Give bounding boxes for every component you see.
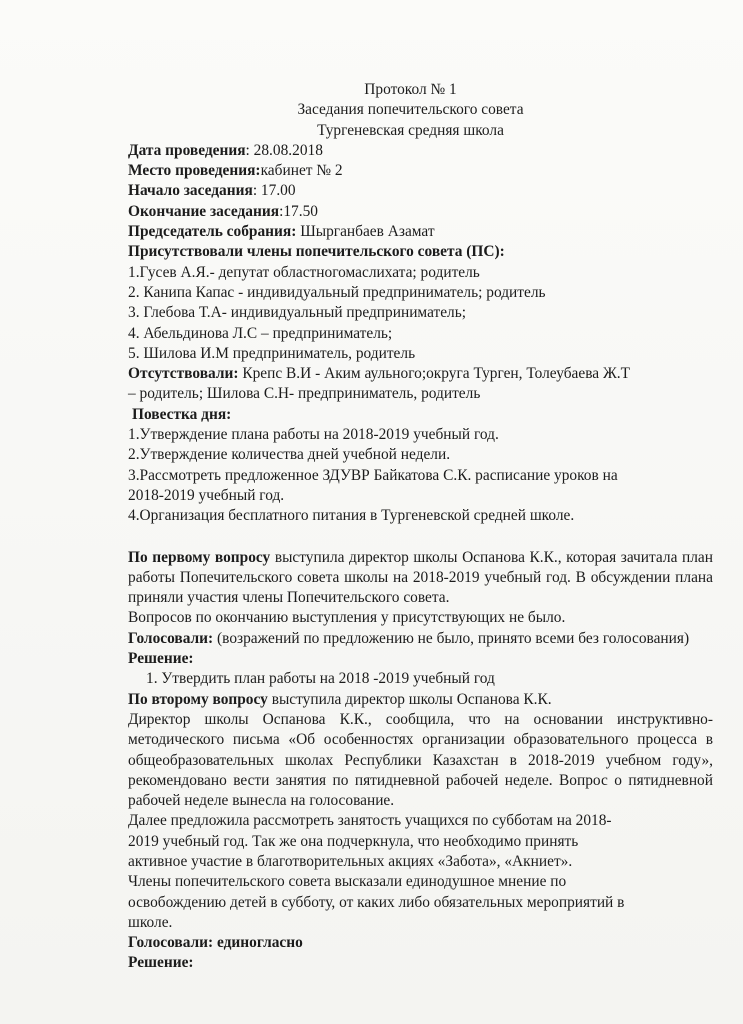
q2-paragraph-3-line: школе.	[128, 913, 173, 931]
q2-vote: Голосовали: единогласно	[128, 934, 303, 952]
absent-text: Крепс В.И - Аким аульного;округа Турген, Толеубаева Ж.Т	[238, 365, 630, 383]
place-value: кабинет № 2	[260, 162, 343, 180]
present-heading: Присутствовали члены попечительского совета (ПС):	[128, 243, 505, 261]
meeting-date	[128, 141, 713, 161]
date-label: Дата проведения	[128, 141, 246, 159]
agenda-item: 2.Утверждение количества дней учебной недели.	[128, 446, 451, 464]
q1-text: выступила директор школы Оспанова К.К., которая зачитала план работы Попечительского совета школы на 2018-2019 учебный год. В обсуждении плана приняли участия члены Попечительского совета.	[128, 548, 713, 607]
meeting-start	[128, 181, 713, 201]
q2-paragraph-2-line: 2019 учебный год. Так же она подчеркнула, что необходимо принять	[128, 832, 579, 850]
present-member: 3. Глебова Т.А- индивидуальный предприниматель;	[128, 304, 467, 322]
q1-vote-text: (возражений по предложению не было, принято всеми без голосования)	[213, 629, 690, 647]
date-value: : 28.08.2018	[245, 141, 323, 159]
q1-vote-label: Голосовали:	[128, 629, 214, 647]
q1-decision-item: 1. Утвердить план работы на 2018 -2019 учебный год	[146, 670, 495, 688]
present-member: 4. Абельдинова Л.С – предприниматель;	[128, 324, 393, 342]
end-value: :17.50	[279, 202, 318, 220]
q2-label: По второму вопросу	[128, 690, 268, 708]
present-member: 5. Шилова И.М предприниматель, родитель	[128, 344, 416, 362]
q2-paragraph-2-line: Далее предложила рассмотреть занятость учащихся по субботам на 2018-	[128, 812, 612, 830]
q2-intro	[128, 690, 713, 710]
q2-paragraph-3-line: освобождению детей в субботу, от каких либо обязательных мероприятий в	[128, 893, 625, 911]
chair-value: Шырганбаев Азамат	[296, 223, 435, 241]
q2-paragraph-3-line: Члены попечительского совета высказали единодушное мнение по	[128, 873, 567, 891]
present-member: 2. Канипа Капас - индивидуальный предприниматель; родитель	[128, 283, 546, 301]
q1-no-questions: Вопросов по окончанию выступления у присутствующих не было.	[128, 609, 566, 627]
present-member: 1.Гусев А.Я.- депутат областногомаслихата; родитель	[128, 263, 480, 281]
start-label: Начало заседания	[128, 182, 253, 200]
q1-decision-label: Решение:	[128, 650, 194, 668]
agenda-item: 1.Утверждение плана работы на 2018-2019 учебный год.	[128, 426, 499, 444]
q2-intro-text: выступила директор школы Оспанова К.К.	[267, 690, 552, 708]
agenda-item: 4.Организация бесплатного питания в Тургеневской средней школе.	[128, 507, 575, 525]
q2-decision-label: Решение:	[128, 954, 194, 972]
q2-paragraph-1: Директор школы Оспанова К.К., сообщила, что на основании инструктивно-методического письма «Об особенностях организации образовательного процесса в общеобразовательных школах Республики Казахстан в 2018-2019 учебном году», рекомендовано вести занятия по пятидневной рабочей неделе. Вопрос о пятидневной рабочей неделе вынесла на голосование.	[128, 710, 713, 810]
start-value: : 17.00	[252, 182, 296, 200]
meeting-end	[128, 202, 713, 222]
absent-line	[128, 364, 713, 384]
agenda-heading: Повестка дня:	[132, 405, 232, 423]
end-label: Окончание заседания	[128, 202, 280, 220]
school-name: Тургеневская средняя школа	[317, 121, 504, 139]
agenda-item: 2018-2019 учебный год.	[128, 486, 285, 504]
absent-continuation: – родитель; Шилова С.Н- предприниматель, родитель	[128, 385, 481, 403]
absent-label: Отсутствовали:	[128, 365, 239, 383]
agenda-item: 3.Рассмотреть предложенное ЗДУВР Байкатова С.К. расписание уроков на	[128, 466, 618, 484]
protocol-subtitle: Заседания попечительского совета	[297, 101, 524, 119]
place-label: Место проведения:	[128, 162, 261, 180]
protocol-document	[128, 80, 713, 974]
q1-vote	[128, 629, 713, 649]
chair-label: Председатель собрания:	[128, 223, 297, 241]
q2-paragraph-2-line: активное участие в благотворительных акциях «Забота», «Акниет».	[128, 852, 573, 870]
protocol-title: Протокол № 1	[364, 81, 457, 98]
meeting-chair	[128, 222, 713, 242]
meeting-place	[128, 161, 713, 181]
q1-paragraph	[128, 548, 713, 609]
q1-label: По первому вопросу	[128, 548, 271, 566]
